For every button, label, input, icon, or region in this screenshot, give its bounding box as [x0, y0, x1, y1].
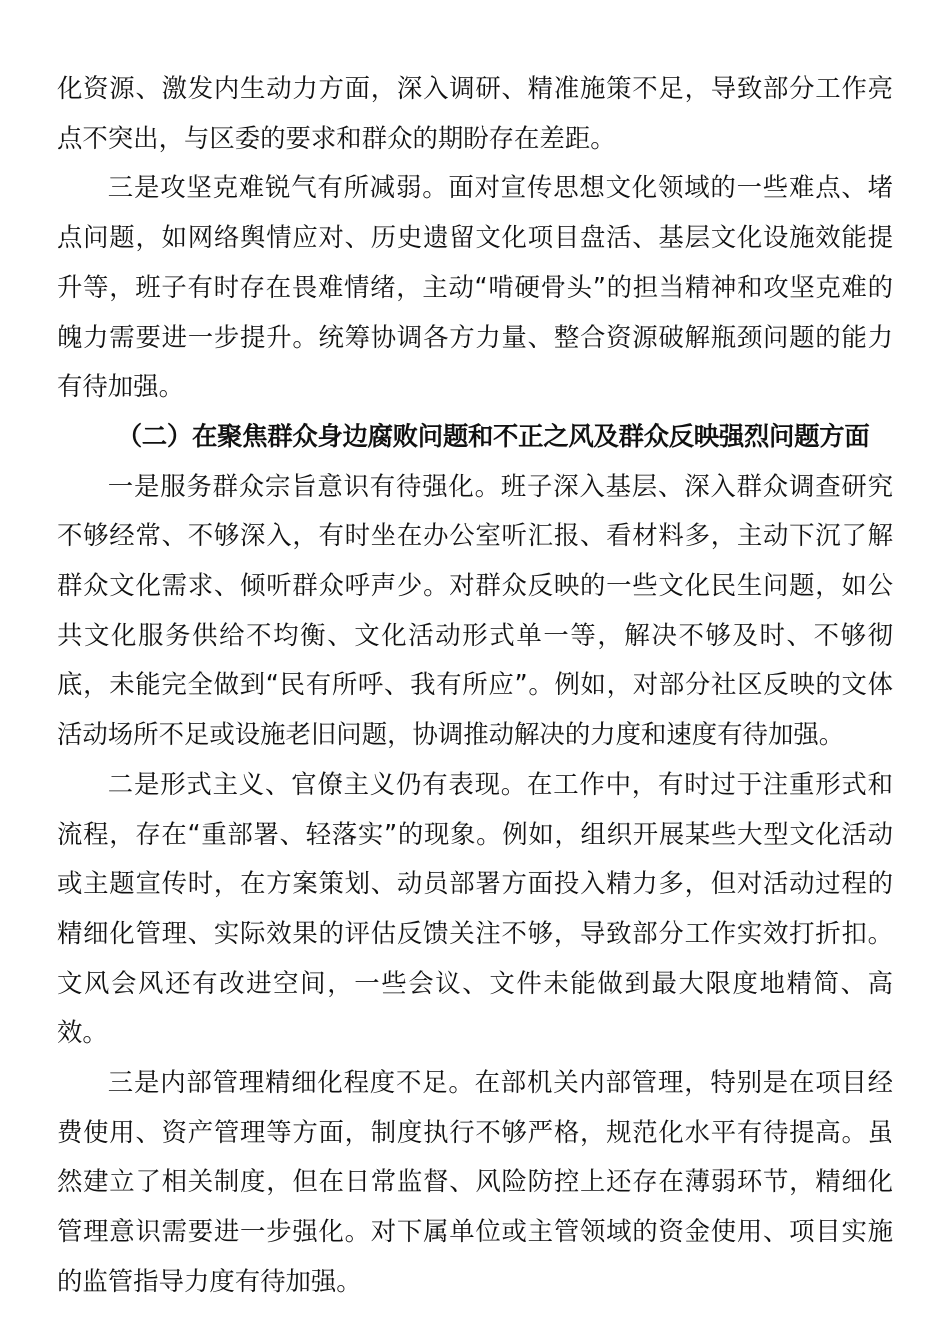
paragraph-formalism: 二是形式主义、官僚主义仍有表现。在工作中，有时过于注重形式和流程，存在“重部署、轻落实”的现象。例如，组织开展某些大型文化活动或主题宣传时，在方案策划、动员部署方面投入精力多，但对活动过程的精细化管理、实际效果的评估反馈关注不够，导致部分工作实效打折扣。文风会风还有改进空间，一些会议、文件未能做到最大限度地精简、高效。 [57, 768, 893, 1048]
paragraph-serve-people: 一是服务群众宗旨意识有待强化。班子深入基层、深入群众调查研究不够经常、不够深入，有时坐在办公室听汇报、看材料多，主动下沉了解群众文化需求、倾听群众呼声少。对群众反映的一些文化民生问题，如公共文化服务供给不均衡、文化活动形式单一等，解决不够及时、不够彻底，未能完全做到“民有所呼、我有所应”。例如，对部分社区反映的文体活动场所不足或设施老旧问题，协调推动解决的力度和速度有待加强。 [57, 470, 893, 750]
section-heading-2: （二）在聚焦群众身边腐败问题和不正之风及群众反映强烈问题方面 [116, 420, 870, 451]
paragraph-internal-management: 三是内部管理精细化程度不足。在部机关内部管理，特别是在项目经费使用、资产管理等方面，制度执行不够严格，规范化水平有待提高。虽然建立了相关制度，但在日常监督、风险防控上还存在薄弱环节，精细化管理意识需要进一步强化。对下属单位或主管领域的资金使用、项目实施的监管指导力度有待加强。 [57, 1067, 893, 1296]
paragraph-tough-challenges: 三是攻坚克难锐气有所减弱。面对宣传思想文化领域的一些难点、堵点问题，如网络舆情应对、历史遗留文化项目盘活、基层文化设施效能提升等，班子有时存在畏难情绪，主动“啃硬骨头”的担当精神和攻坚克难的魄力需要进一步提升。统筹协调各方力量、整合资源破解瓶颈问题的能力有待加强。 [57, 172, 893, 402]
paragraph-continuation: 化资源、激发内生动力方面，深入调研、精准施策不足，导致部分工作亮点不突出，与区委的要求和群众的期盼存在差距。 [57, 73, 893, 153]
document-page [57, 64, 893, 1307]
